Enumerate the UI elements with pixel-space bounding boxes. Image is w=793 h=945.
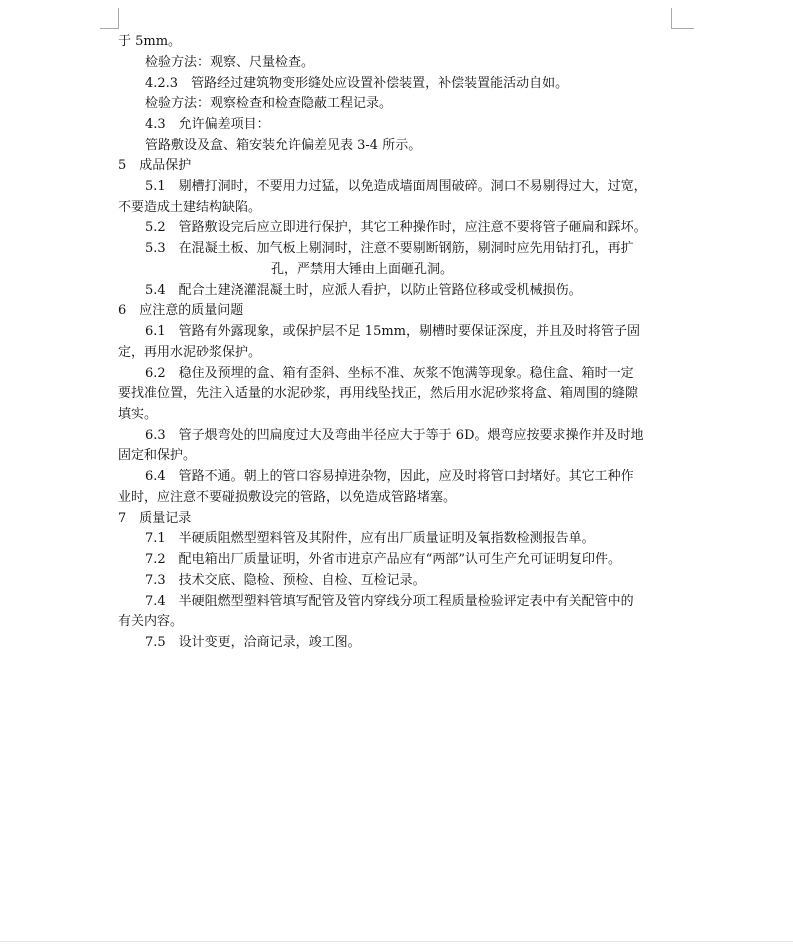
- text-line: 5.1 剔槽打洞时，不要用力过猛，以免造成墙面周围破碎。洞口不易剔得过大，过宽，: [145, 179, 647, 194]
- text-line: 5.2 管路敷设完后应立即进行保护，其它工种操作时，应注意不要将管子砸扁和踩坏。: [145, 220, 647, 235]
- crop-mark-top-right: [671, 8, 694, 29]
- text-line: 7.1 半硬质阻燃型塑料管及其附件，应有出厂质量证明及氧指数检测报告单。: [145, 531, 595, 546]
- text-line: 检验方法：观察检查和检查隐蔽工程记录。: [145, 96, 393, 111]
- text-line: 6.2 稳住及预埋的盒、箱有歪斜、坐标不准、灰浆不饱满等现象。稳住盒、箱时一定: [145, 366, 634, 381]
- text-line: 孔，严禁用大锤由上面砸孔洞。: [271, 262, 454, 277]
- text-line: 固定和保护。: [118, 448, 197, 463]
- section-heading: 6 应注意的质量问题: [118, 303, 244, 318]
- text-line: 管路敷设及盒、箱安装允许偏差见表 3-4 所示。: [145, 138, 422, 153]
- section-heading: 7 质量记录: [118, 511, 192, 526]
- text-line: 5.4 配合土建浇灌混凝土时，应派人看护，以防止管路位移或受机械损伤。: [145, 283, 582, 298]
- text-line: 6.1 管路有外露现象，或保护层不足 15mm，剔槽时要保证深度，并且及时将管子固: [145, 324, 641, 339]
- text-line: 业时，应注意不要碰损敷设完的管路，以免造成管路堵塞。: [118, 490, 457, 505]
- crop-mark-top-left: [100, 8, 119, 29]
- page-bottom-rule: [0, 941, 793, 942]
- section-heading: 5 成品保护: [118, 158, 192, 173]
- text-line: 于 5mm。: [118, 34, 182, 49]
- text-line: 7.3 技术交底、隐检、预检、自检、互检记录。: [145, 573, 426, 588]
- text-line: 定，再用水泥砂浆保护。: [118, 345, 262, 360]
- text-line: 6.3 管子煨弯处的凹扁度过大及弯曲半径应大于等于 6D。煨弯应按要求操作并及时地: [145, 428, 644, 443]
- text-line: 不要造成土建结构缺陷。: [118, 200, 262, 215]
- text-line: 有关内容。: [118, 614, 184, 629]
- text-line: 7.5 设计变更，洽商记录，竣工图。: [145, 635, 361, 650]
- text-line: 5.3 在混凝土板、加气板上剔洞时，注意不要剔断钢筋，剔洞时应先用钻打孔，再扩: [145, 241, 634, 256]
- text-line: 7.2 配电箱出厂质量证明，外省市进京产品应有“两部”认可生产允可证明复印件。: [145, 552, 621, 567]
- text-line: 检验方法：观察、尺量检查。: [145, 55, 315, 70]
- text-line: 填实。: [118, 407, 158, 422]
- text-line: 要找准位置，先注入适量的水泥砂浆，再用线坠找正，然后用水泥砂浆将盒、箱周围的缝隙: [118, 386, 639, 401]
- text-line: 7.4 半硬阻燃型塑料管填写配管及管内穿线分项工程质量检验评定表中有关配管中的: [145, 594, 634, 609]
- text-line: 4.3 允许偏差项目：: [145, 117, 270, 132]
- text-line: 4.2.3 管路经过建筑物变形缝处应设置补偿装置，补偿装置能活动自如。: [145, 76, 569, 91]
- text-line: 6.4 管路不通。朝上的管口容易掉进杂物，因此，应及时将管口封堵好。其它工种作: [145, 469, 634, 484]
